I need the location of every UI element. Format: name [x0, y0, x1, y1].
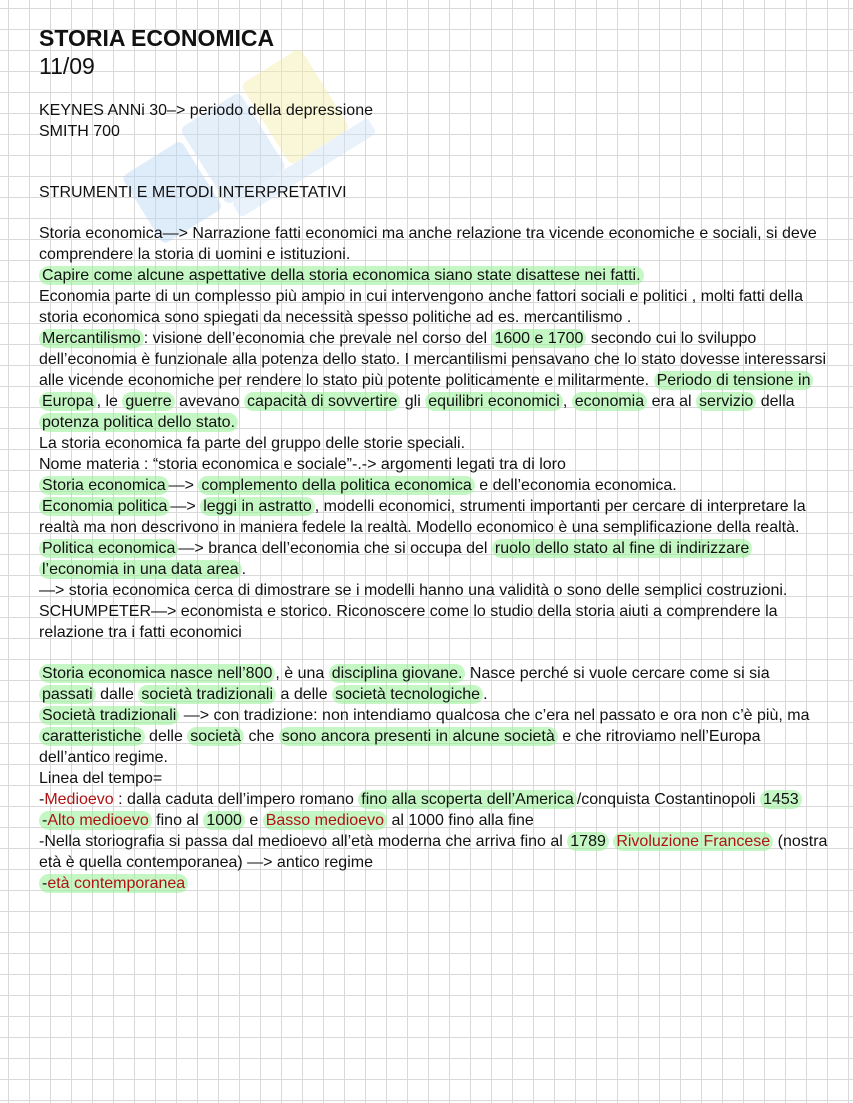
highlight: Periodo di tensione in Europa — [39, 371, 813, 411]
highlight: caratteristiche — [39, 727, 145, 746]
paragraph-storie-speciali: La storia economica fa parte del gruppo delle storie speciali. — [39, 435, 466, 452]
smith-line: SMITH 700 — [39, 123, 120, 140]
highlight: 1600 e 1700 — [491, 329, 586, 348]
highlight: Storia economica — [39, 476, 169, 495]
highlight: Politica economica — [39, 539, 178, 558]
highlight: disciplina giovane. — [329, 664, 466, 683]
term-alto-medioevo: Alto medioevo — [47, 812, 149, 829]
paragraph-storia-economica: Storia economica—> Narrazione fatti economici ma anche relazione tra vicende economiche e sociali, si deve comprendere la storia di uomini e istituzioni. — [39, 225, 817, 263]
highlight: ruolo dello stato al fine di indirizzare l’economia in una data area — [39, 539, 752, 579]
timeline-medioevo: -Medioevo : dalla caduta dell’impero romano fino alla scoperta dell’America /conquista Costantinopoli 1453 — [39, 789, 829, 810]
highlight: servizio — [696, 392, 756, 411]
term-medioevo: Medioevo — [44, 791, 114, 808]
highlight: società tradizionali — [138, 685, 276, 704]
term-basso-medioevo: Basso medioevo — [263, 811, 387, 830]
highlight: Società tradizionali — [39, 706, 179, 725]
paragraph-nascita: Storia economica nasce nell’800 , è una disciplina giovane. Nasce perché si vuole cercare come si sia passati dalle società tradizionali a delle società tecnologiche . — [39, 663, 829, 705]
timeline-contemporanea — [39, 873, 829, 894]
section-heading: STRUMENTI E METODI INTERPRETATIVI — [39, 184, 347, 201]
highlight: complemento della politica economica — [198, 476, 474, 495]
page-title: STORIA ECONOMICA — [39, 25, 275, 51]
paragraph-aspettative — [39, 265, 829, 286]
paragraph-mercantilismo: Mercantilismo : visione dell’economia che prevale nel corso del 1600 e 1700 secondo cui lo sviluppo dell’economia è funzionale alla potenza dello stato. I mercantilismi pensavano che lo stato dovesse interessarsi alle vicende economiche per rendere lo stato più potente politicamente e militarmente. Periodo di tensione in Europa , le guerre avevano capacità di sovvertire gli equilibri economici , economia era al servizio della potenza politica dello stato. — [39, 330, 827, 431]
paragraph-schumpeter: SCHUMPETER—> economista e storico. Riconoscere come lo studio della storia aiuti a comprendere la relazione tra i fatti economici — [39, 603, 778, 641]
highlight: leggi in astratto — [200, 497, 315, 516]
highlight: Storia economica nasce nell’800 — [39, 664, 275, 683]
highlight: economia — [572, 392, 647, 411]
highlight: 1789 — [567, 832, 609, 851]
timeline-eta-moderna: -Nella storiografia si passa dal medioevo all’età moderna che arriva fino al 1789 Rivoluzione Francese (nostra età è quella contemporanea) —> antico regime — [39, 833, 828, 871]
paragraph-economia-complesso: Economia parte di un complesso più ampio in cui intervengono anche fattori sociali e politici , molti fatti della storia economica sono spiegati da necessità spesso politiche ad es. mercantilismo . — [39, 288, 803, 326]
keynes-line: KEYNES ANNi 30–> periodo della depressione — [39, 102, 373, 119]
highlight: equilibri economici — [425, 392, 563, 411]
term-rivoluzione-francese: Rivoluzione Francese — [613, 832, 773, 851]
term-eta-contemporanea: età contemporanea — [47, 875, 186, 892]
highlight: -età contemporanea — [39, 874, 188, 893]
highlight: 1000 — [203, 811, 245, 830]
highlight: Mercantilismo — [39, 329, 144, 348]
paragraph-nome-materia: Nome materia : “storia economica e sociale”-.-> argomenti legati tra di loro — [39, 456, 566, 473]
highlight: -Alto medioevo — [39, 811, 152, 830]
timeline-alto-basso: -Alto medioevo fino al 1000 e Basso medioevo al 1000 fino alla fine — [39, 810, 829, 831]
highlight: passati — [39, 685, 96, 704]
highlight: fino alla scoperta dell’America — [358, 790, 577, 809]
paragraph-modelli: —> storia economica cerca di dimostrare se i modelli hanno una validità o sono delle semplici costruzioni. — [39, 582, 788, 599]
highlight: società tecnologiche — [332, 685, 483, 704]
highlight: sono ancora presenti in alcune società — [279, 727, 558, 746]
highlight: Capire come alcune aspettative della storia economica siano state disattese nei fatti. — [39, 266, 644, 285]
notes-page — [39, 24, 829, 894]
highlight: guerre — [122, 392, 174, 411]
highlight: società — [187, 727, 244, 746]
paragraph-politica-economica: Politica economica —> branca dell’economia che si occupa del ruolo dello stato al fine di indirizzare l’economia in una data area . — [39, 538, 829, 580]
highlight: capacità di sovvertire — [244, 392, 400, 411]
highlight: Economia politica — [39, 497, 170, 516]
timeline-heading: Linea del tempo= — [39, 770, 163, 787]
highlight: 1453 — [760, 790, 802, 809]
page-date: 11/09 — [39, 53, 95, 79]
paragraph-societa-tradizionali: Società tradizionali —> con tradizione: non intendiamo qualcosa che c’era nel passato e ora non c’è più, ma caratteristiche delle società che sono ancora presenti in alcune società e che ritroviamo nell’Europa dell’antico regime. — [39, 707, 810, 766]
highlight: e che ritroviamo nell’Europa dell’antico regime. — [39, 728, 761, 766]
paragraph-economia-politica: Economia politica —> leggi in astratto , modelli economici, strumenti importanti per cercare di interpretare la realtà ma non descrivono in maniera fedele la realtà. Modello economico è una semplificazione della realtà. — [39, 498, 806, 536]
highlight: potenza politica dello stato. — [39, 413, 238, 432]
paragraph-storia-complemento: Storia economica —> complemento della politica economica e dell’economia economica. — [39, 475, 829, 496]
